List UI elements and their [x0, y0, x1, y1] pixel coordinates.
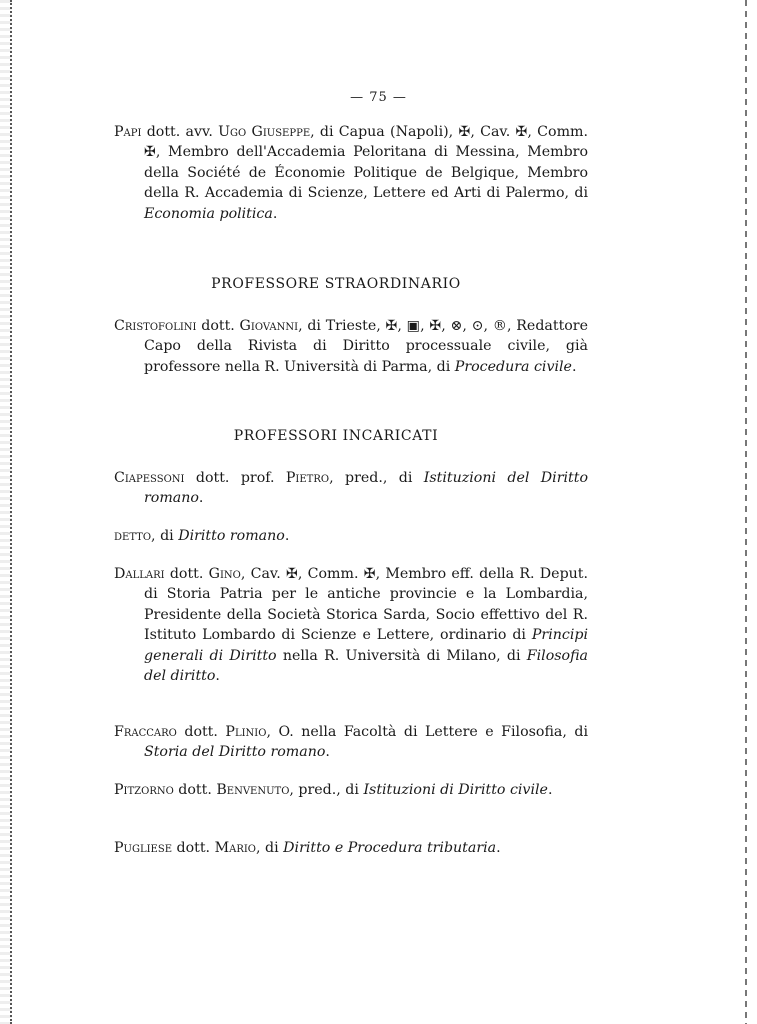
- entry-given-name: Pietro: [285, 470, 330, 486]
- entry-pitzorno: [114, 780, 588, 800]
- entry-subject: Istituzioni del Diritto romano: [144, 470, 588, 507]
- entry-end: .: [571, 358, 577, 375]
- entry-description: , pred., di: [329, 470, 424, 486]
- entry-surname: detto: [114, 528, 152, 544]
- entry-dallari: [114, 564, 588, 686]
- entry-subject: Economia politica: [144, 205, 273, 222]
- entry-subject: Procedura civile: [454, 358, 572, 375]
- entry-surname: Pitzorno: [114, 782, 174, 798]
- entry-description: , di Capua (Napoli), ✠, Cav. ✠, Comm. ✠, Membro dell'Accademia Peloritana di Messina, Membro della Société de Économie Politique de Belgique, Membro della R. Accademia di Scienze, Lettere ed Arti di Palermo, di: [144, 124, 588, 202]
- heading-straordinario: PROFESSORE STRAORDINARIO: [211, 276, 461, 292]
- page-number: — 75 —: [350, 90, 407, 105]
- page-right-edge: [745, 0, 747, 1024]
- entry-subject: Storia del Diritto romano: [144, 744, 326, 761]
- entry-given-name: Mario: [214, 840, 257, 856]
- page-binding-edge: [0, 0, 12, 1024]
- entry-subject-2: Filosofia del diritto: [144, 647, 588, 685]
- entry-title: dott.: [173, 782, 217, 798]
- entry-description: , di: [256, 840, 284, 856]
- entry-surname: Papi: [114, 124, 142, 140]
- entry-ciapessoni: [114, 468, 588, 509]
- entry-cristofolini: [114, 316, 588, 377]
- entry-surname: Fraccaro: [114, 724, 177, 740]
- entry-papi: [114, 122, 588, 224]
- entry-title: dott. avv.: [141, 124, 219, 140]
- entry-given-name: Benvenuto: [216, 782, 290, 798]
- entry-description: , di Trieste, ✠, ▣, ✠, ⊗, ⊙, ®, Redattore Capo della Rivista di Diritto processuale civile, già professore nella R. Università di Parma, di: [144, 318, 588, 375]
- entry-end: .: [215, 668, 220, 685]
- entry-end: .: [325, 744, 330, 761]
- entry-pugliese: [114, 838, 588, 858]
- entry-end: .: [496, 840, 501, 856]
- entry-subject: Diritto e Procedura tributaria: [283, 840, 497, 856]
- entry-end: .: [547, 782, 553, 798]
- entry-given-name: Gino: [208, 566, 241, 582]
- entry-end: .: [272, 205, 278, 222]
- entry-given-name: Ugo Giuseppe: [218, 124, 311, 140]
- entry-title: dott.: [164, 566, 209, 582]
- entry-surname: Ciapessoni: [114, 470, 185, 486]
- entry-surname: Cristofolini: [114, 318, 197, 334]
- entry-end: .: [198, 490, 204, 507]
- entry-description: , Cav. ✠, Comm. ✠, Membro eff. della R. Deput. di Storia Patria per le antiche provincie e la Lombardia, Presidente della Società Storica Sarda, Socio effettivo del R. Istituto Lombardo di Scienze e Lettere, ordinario di: [144, 566, 588, 644]
- entry-description: , pred., di: [289, 782, 364, 798]
- entry-title: dott.: [172, 840, 215, 856]
- heading-incaricati: PROFESSORI INCARICATI: [233, 428, 439, 444]
- entry-surname: Pugliese: [114, 840, 173, 856]
- entry-surname: Dallari: [114, 566, 165, 582]
- entry-description: , O. nella Facoltà di Lettere e Filosofia, di: [266, 724, 588, 740]
- entry-subject: Principi generali di Diritto: [144, 627, 588, 664]
- entry-end: .: [284, 528, 290, 544]
- entry-given-name: Giovanni: [239, 318, 299, 334]
- entry-description-cont: nella R. Università di Milano, di: [276, 647, 527, 664]
- entry-given-name: Plinio: [225, 724, 267, 740]
- entry-title: dott.: [176, 724, 226, 740]
- entry-title: dott. prof.: [184, 470, 286, 486]
- entry-detto: [114, 526, 588, 546]
- entry-description: , di: [151, 528, 179, 544]
- entry-subject: Diritto romano: [178, 528, 285, 544]
- entry-subject: Istituzioni di Diritto civile: [363, 782, 548, 798]
- entry-title: dott.: [196, 318, 240, 334]
- entry-fraccaro: [114, 722, 588, 763]
